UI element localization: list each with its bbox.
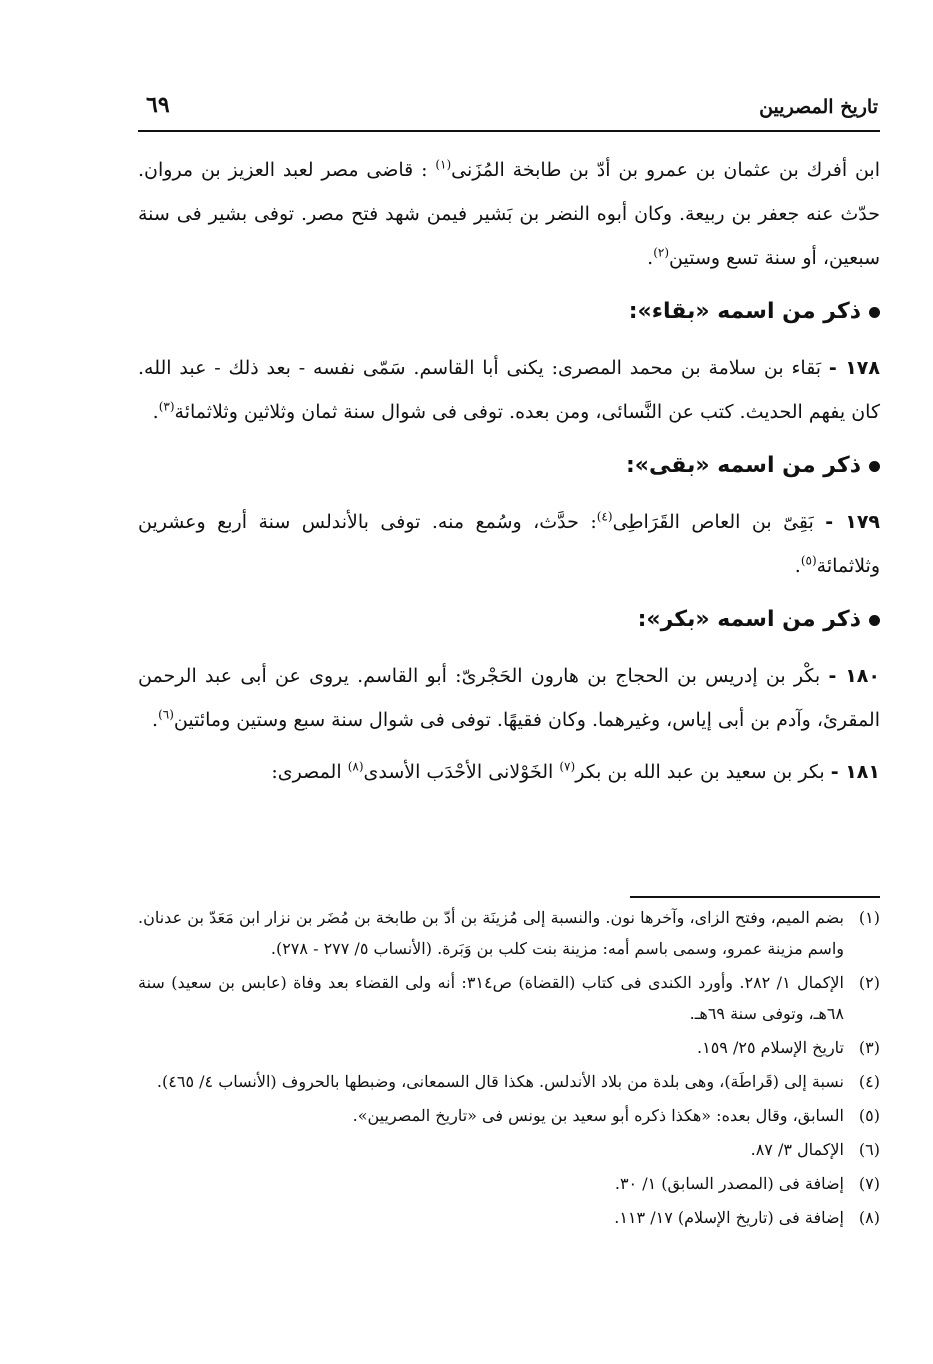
bullet-icon (869, 461, 880, 472)
footnote-number: (٢) (858, 973, 880, 992)
footnote-number: (٨) (858, 1208, 880, 1227)
entry-number: ١٧٨ - (828, 357, 880, 379)
main-text (138, 148, 880, 794)
entry-180: ١٨٠ - بكْر بن إدريس بن الحجاج بن هارون الحَجْرىّ: أبو القاسم. يروى عن أبى عبد الرحمن المقرئ، وآدم بن أبى إياس، وغيرهما. وكان فقيهًا. توفى فى شوال سنة سبع وستين ومائتين$^{(٦)}$. (138, 665, 880, 731)
page-number: ٦٩ (146, 92, 170, 118)
footnote-1: (١) بضم الميم، وفتح الزاى، وآخرها نون. والنسبة إلى مُزينَة بن أدّ بن طابخة بن مُضَر بن نزار ابن مَعَدّ بن عدنان. واسم مزينة عمرو، وسمى باسم أمه: مزينة بنت كلب بن وَبَرة. (الأنساب ٥/ ٢٧٧ - ٢٧٨). (138, 902, 880, 964)
section-heading-bakr: ذكر من اسمه «بكر»: (138, 600, 880, 640)
entry-181: ١٨١ - بكر بن سعيد بن عبد الله بن بكر$^{(٧)}$ الخَوْلانى الأحْدَب الأسدى$^{(٨)}$ المصرى: (271, 759, 880, 783)
footnote-number: (٦) (858, 1140, 880, 1159)
footnote-4: (٤) نسبة إلى (قَراطَة)، وهى بلدة من بلاد الأندلس. هكذا قال السمعانى، وضبطها بالحروف (الأنساب ٤/ ٤٦٥). (138, 1066, 880, 1097)
entry-179: ١٧٩ - بَقِىّ بن العاص القَرَاطِى$^{(٤)}$: حدَّث، وسُمع منه. توفى بالأندلس سنة أربع وعشرين وثلاثمائة$^{(٥)}$. (138, 509, 881, 577)
entry-number: ١٨١ - (830, 761, 880, 783)
footnote-ref: (٤) (596, 509, 613, 524)
footnote-3: (٣) تاريخ الإسلام ٢٥/ ١٥٩. (138, 1032, 880, 1063)
footnote-separator (630, 896, 880, 898)
footnote-number: (٥) (858, 1106, 880, 1125)
footnote-ref: (٧) (559, 759, 576, 774)
footnote-8: (٨) إضافة فى (تاريخ الإسلام) ١٧/ ١١٣. (138, 1202, 880, 1233)
footnote-ref: (٨) (347, 759, 364, 774)
bullet-icon (869, 615, 880, 626)
footnote-5: (٥) السابق، وقال بعده: «هكذا ذكره أبو سعيد بن يونس فى «تاريخ المصريين». (138, 1100, 880, 1131)
header-rule (138, 130, 880, 132)
paragraph-continuation: ابن أفرك بن عثمان بن عمرو بن أدّ بن طابخة المُزَنى$^{(١)}$ : قاضى مصر لعبد العزيز بن مروان. حدّث عنه جعفر بن ربيعة. وكان أبوه النضر بن بَشير فيمن شهد فتح مصر. توفى بشير فى سنة سبعين، أو سنة تسع وستين$^{(٢)}$. (138, 157, 880, 269)
bullet-icon (869, 307, 880, 318)
footnote-ref: (٥) (800, 553, 817, 568)
entry-number: ١٨٠ - (828, 665, 880, 687)
footnote-number: (٧) (858, 1174, 880, 1193)
section-heading-baqi: ذكر من اسمه «بقى»: (138, 446, 880, 486)
section-heading-baqa: ذكر من اسمه «بقاء»: (138, 292, 880, 332)
footnote-6: (٦) الإكمال ٣/ ٨٧. (138, 1134, 880, 1165)
footnote-number: (١) (858, 908, 880, 927)
footnote-ref: (٢) (653, 245, 670, 260)
footnote-number: (٣) (858, 1038, 880, 1057)
book-title: تاريخ المصريين (759, 96, 878, 118)
footnotes (138, 902, 880, 1236)
footnote-ref: (٣) (158, 399, 175, 414)
footnote-number: (٤) (858, 1072, 880, 1091)
footnote-7: (٧) إضافة فى (المصدر السابق) ١/ ٣٠. (138, 1168, 880, 1199)
footnote-ref: (٦) (158, 707, 174, 722)
entry-178: ١٧٨ - بَقاء بن سلامة بن محمد المصرى: يكنى أبا القاسم. سَمّى نفسه - بعد ذلك - عبد الله. كان يفهم الحديث. كتب عن النَّسائى، ومن بعده. توفى فى شوال سنة ثمان وثلاثين وثلاثمائة$^{(٣)}$. (138, 357, 880, 423)
entry-number: ١٧٩ - (825, 511, 881, 533)
footnote-2: (٢) الإكمال ١/ ٢٨٢. وأورد الكندى فى كتاب (القضاة) ص٣١٤: أنه ولى القضاء بعد وفاة (عابس بن سعيد) سنة ٦٨هـ، وتوفى سنة ٦٩هـ. (138, 967, 880, 1029)
running-header (138, 92, 878, 128)
footnote-ref: (١) (435, 157, 452, 172)
